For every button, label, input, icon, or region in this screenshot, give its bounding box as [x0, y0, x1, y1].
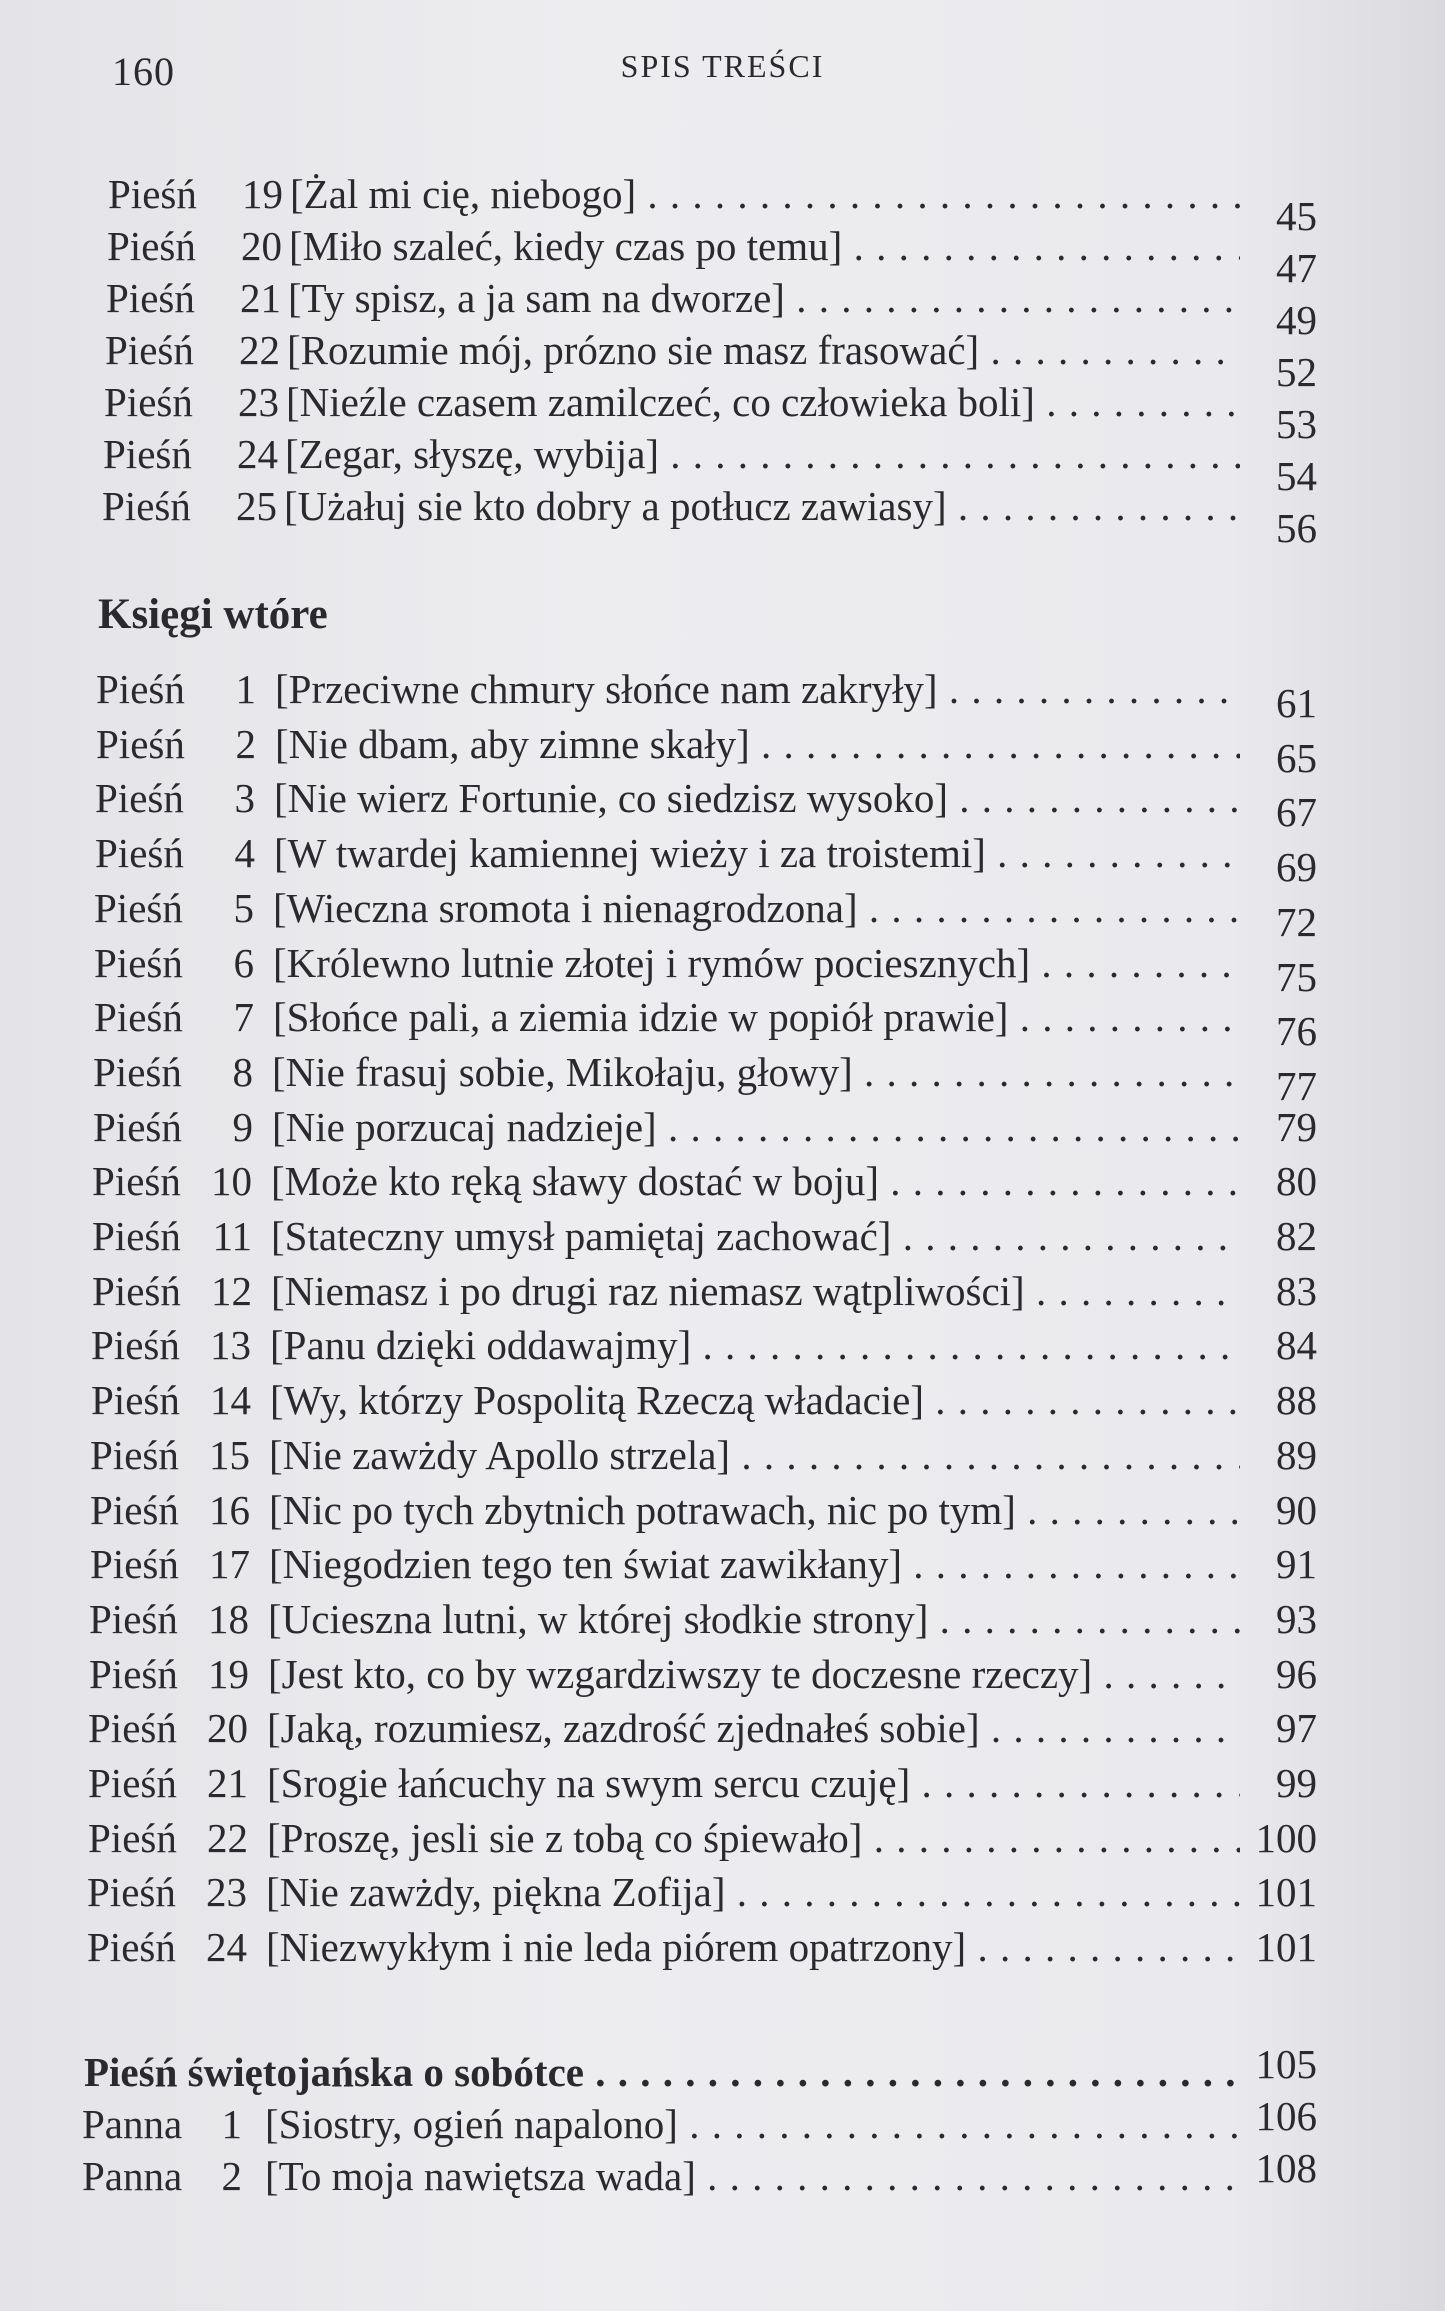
entry-page: 84 [1276, 1322, 1317, 1368]
toc-entry [0, 939, 1445, 1000]
toc-entry [0, 326, 1445, 395]
entry-title: [Niegodzien tego ten świat zawikłany] [269, 1541, 902, 1587]
entry-page: 106 [1255, 2093, 1317, 2139]
entry-label: Pieśń [95, 775, 184, 821]
entry-label-group [90, 1431, 250, 1479]
entry-number: 2 [221, 2153, 242, 2199]
entry-page: 45 [1276, 193, 1317, 239]
entry-number: 25 [236, 483, 277, 529]
entry-label-group [88, 1759, 248, 1807]
entry-number: 11 [212, 1213, 252, 1259]
toc-entry [0, 1103, 1445, 1157]
entry-number: 22 [239, 327, 280, 373]
entry-page: 91 [1276, 1541, 1317, 1587]
entry-label-group [92, 1157, 252, 1205]
entry-label: Pieśń [91, 1322, 180, 1368]
entry-number: 3 [234, 775, 255, 821]
entry-number: 15 [209, 1432, 250, 1478]
toc-entry [0, 482, 1445, 551]
entry-title: [Słońce pali, a ziemia idzie w popiół prawie] [273, 994, 1009, 1040]
entry-number: 12 [211, 1268, 252, 1314]
entry-page: 75 [1276, 954, 1317, 1000]
entry-label-group [90, 1486, 250, 1534]
toc-entry [0, 1814, 1445, 1868]
entry-label: Pieśń [105, 327, 194, 373]
entry-label: Pieśń [87, 1869, 176, 1915]
entry-label: Pieśń [106, 275, 195, 321]
entry-number: 2 [235, 721, 256, 767]
entry-number: 14 [210, 1377, 251, 1423]
entry-label-group [87, 1868, 247, 1916]
entry-page: 101 [1255, 1924, 1317, 1970]
entry-number: 1 [221, 2101, 242, 2147]
entry-number: 19 [208, 1651, 249, 1697]
entry-title: [Może kto ręką sławy dostać w boju] [271, 1158, 879, 1204]
toc-entry [0, 993, 1445, 1054]
running-head: SPIS TREŚCI [620, 48, 825, 84]
entry-number: 20 [241, 223, 282, 269]
entry-page: 99 [1276, 1760, 1317, 1806]
entry-title: [Miło szaleć, kiedy czas po temu] [289, 223, 843, 269]
entry-number: 24 [237, 431, 278, 477]
entry-number: 4 [234, 830, 255, 876]
entry-label: Pieśń [88, 1815, 177, 1861]
toc-entry [0, 665, 1445, 726]
entry-page: 53 [1276, 401, 1317, 447]
toc-entry [0, 170, 1445, 239]
entry-number: 5 [233, 885, 254, 931]
entry-label-group [94, 884, 254, 932]
entry-title: [Użałuj sie kto dobry a potłucz zawiasy] [284, 483, 947, 529]
toc-entry [0, 720, 1445, 781]
entry-page: 54 [1276, 453, 1317, 499]
toc-entry [0, 1759, 1445, 1813]
entry-label: Pieśń [94, 885, 183, 931]
entry-page: 76 [1276, 1008, 1317, 1054]
entry-label: Pieśń [104, 379, 193, 425]
entry-number: 23 [238, 379, 279, 425]
entry-title: [Siostry, ogień napalono] [265, 2101, 678, 2147]
toc-entry [0, 2145, 1445, 2206]
entry-number: 22 [207, 1815, 248, 1861]
entry-title: [Nieźle czasem zamilczeć, co człowieka boli] [286, 379, 1035, 425]
toc-section-entry [0, 2041, 1445, 2102]
entry-label: Pieśń [88, 1705, 177, 1751]
entry-title: [Jest kto, co by wzgardziwszy te doczesne rzeczy] [268, 1651, 1093, 1697]
entry-page: 96 [1276, 1651, 1317, 1697]
toc-entry [0, 1868, 1445, 1922]
entry-title: [Niezwykłym i nie leda piórem opatrzony] [266, 1924, 967, 1970]
entry-number: 21 [240, 275, 281, 321]
entry-title: [Niemasz i po drugi raz niemasz wątpliwości] [271, 1268, 1025, 1314]
toc-entry [0, 222, 1445, 291]
entry-page: 49 [1276, 297, 1317, 343]
toc-entry [0, 430, 1445, 499]
toc-entry [0, 1212, 1445, 1266]
entry-number: 8 [232, 1049, 253, 1095]
entry-title: [To moja nawiętsza wada] [265, 2153, 696, 2199]
entry-number: 18 [208, 1596, 249, 1642]
entry-label: Pieśń [88, 1760, 177, 1806]
section-3-title: Pieśń świętojańska o sobótce [84, 2049, 584, 2095]
toc-entry [0, 378, 1445, 447]
toc-entry [0, 1321, 1445, 1375]
entry-number: 19 [242, 171, 283, 217]
toc-entry [0, 884, 1445, 945]
entry-title: [Nic po tych zbytnich potrawach, nic po tym] [269, 1487, 1016, 1533]
toc-entry [0, 1704, 1445, 1758]
entry-number: 6 [233, 940, 254, 986]
entry-label-group [89, 1595, 249, 1643]
entry-title: [Rozumie mój, prózno sie masz frasować] [287, 327, 980, 373]
entry-page: 72 [1276, 899, 1317, 945]
entry-title: [Żal mi cię, niebogo] [290, 171, 637, 217]
entry-label: Panna [82, 2153, 183, 2199]
entry-label: Pieśń [87, 1924, 176, 1970]
entry-page: 88 [1276, 1377, 1317, 1423]
entry-label: Panna [82, 2101, 183, 2147]
toc-entry [0, 774, 1445, 835]
entry-page: 101 [1255, 1869, 1317, 1915]
toc-entry [0, 1157, 1445, 1211]
entry-label: Pieśń [103, 431, 192, 477]
entry-label-group [89, 1650, 249, 1698]
toc-entry [0, 274, 1445, 343]
entry-page: 67 [1276, 789, 1317, 835]
entry-label: Pieśń [108, 171, 197, 217]
entry-page: 90 [1276, 1487, 1317, 1533]
toc-entry [0, 1650, 1445, 1704]
entry-number: 7 [233, 994, 254, 1040]
entry-label-group [95, 774, 255, 822]
entry-number: 10 [211, 1158, 252, 1204]
entry-title: [Nie zawżdy, piękna Zofija] [266, 1869, 726, 1915]
entry-label: Pieśń [96, 666, 185, 712]
entry-number: 13 [210, 1322, 251, 1368]
entry-page: 100 [1255, 1815, 1317, 1861]
entry-label-group [88, 1814, 248, 1862]
entry-number: 21 [207, 1760, 248, 1806]
entry-label: Pieśń [90, 1541, 179, 1587]
entry-label: Pieśń [92, 1158, 181, 1204]
entry-label-group [96, 720, 256, 768]
entry-label: Pieśń [102, 483, 191, 529]
entry-label-group [88, 1704, 248, 1752]
toc-entry [0, 829, 1445, 890]
toc-entry [0, 1923, 1445, 1977]
entry-title: [W twardej kamiennej wieży i za troistemi] [274, 830, 986, 876]
entry-page: 105 [1255, 2041, 1317, 2087]
toc-entry [0, 1595, 1445, 1649]
toc-entry [0, 1048, 1445, 1109]
entry-title: [Królewno lutnie złotej i rymów pociesznych] [273, 940, 1031, 986]
entry-number: 24 [206, 1924, 247, 1970]
entry-label-group [87, 1923, 247, 1971]
entry-label-group [95, 829, 255, 877]
entry-label-group [94, 993, 254, 1041]
entry-title: [Jaką, rozumiesz, zazdrość zjednałeś sobie] [267, 1705, 980, 1751]
entry-label: Pieśń [107, 223, 196, 269]
entry-title: [Nie frasuj sobie, Mikołaju, głowy] [272, 1049, 853, 1095]
entry-title: [Nie dbam, aby zimne skały] [275, 721, 750, 767]
toc-entry [0, 1486, 1445, 1540]
toc-entry [0, 1540, 1445, 1594]
entry-label: Pieśń [92, 1268, 181, 1314]
entry-title: [Wy, którzy Pospolitą Rzeczą władacie] [270, 1377, 925, 1423]
entry-label: Pieśń [90, 1432, 179, 1478]
entry-label-group [92, 1267, 252, 1315]
entry-page: 52 [1276, 349, 1317, 395]
toc-entry [0, 1376, 1445, 1430]
page-number: 160 [112, 49, 175, 94]
entry-label: Pieśń [93, 1104, 182, 1150]
toc-entry [0, 1267, 1445, 1321]
entry-label: Pieśń [95, 830, 184, 876]
entry-label: Pieśń [94, 940, 183, 986]
entry-title: [Srogie łańcuchy na swym sercu czuję] [267, 1760, 911, 1806]
entry-number: 1 [235, 666, 256, 712]
entry-page: 89 [1276, 1432, 1317, 1478]
section-title: Księgi wtóre [98, 591, 328, 638]
entry-number: 9 [232, 1104, 253, 1150]
entry-label-group [90, 1540, 250, 1588]
entry-page: 83 [1276, 1268, 1317, 1314]
entry-label-group [91, 1376, 251, 1424]
entry-page: 82 [1276, 1213, 1317, 1259]
entry-number: 17 [209, 1541, 250, 1587]
entry-label: Pieśń [93, 1049, 182, 1095]
entry-label-group [96, 665, 256, 713]
entry-title: [Nie zawżdy Apollo strzela] [269, 1432, 731, 1478]
entry-label: Pieśń [89, 1596, 178, 1642]
entry-label: Pieśń [91, 1377, 180, 1423]
entry-page: 47 [1276, 245, 1317, 291]
entry-page: 69 [1276, 844, 1317, 890]
entry-label-group [93, 1048, 253, 1096]
entry-label: Pieśń [94, 994, 183, 1040]
entry-page: 65 [1276, 735, 1317, 781]
entry-label: Pieśń [90, 1487, 179, 1533]
entry-label-group [94, 939, 254, 987]
entry-page: 93 [1276, 1596, 1317, 1642]
entry-label: Pieśń [89, 1651, 178, 1697]
entry-title: [Przeciwne chmury słońce nam zakryły] [275, 666, 938, 712]
entry-title: [Ty spisz, a ja sam na dworze] [288, 275, 785, 321]
entry-title: [Uciesznа lutni, w której słodkie strony] [268, 1596, 929, 1642]
entry-title: [Wieczna sromota i nienagrodzona] [273, 885, 858, 931]
entry-page: 80 [1276, 1158, 1317, 1204]
entry-label-group [93, 1103, 253, 1151]
entry-title: [Proszę, jesli sie z tobą co śpiewało] [267, 1815, 863, 1861]
entry-page: 97 [1276, 1705, 1317, 1751]
entry-label-group [92, 1212, 252, 1260]
entry-number: 16 [209, 1487, 250, 1533]
toc-entry [0, 1431, 1445, 1485]
entry-number: 20 [207, 1705, 248, 1751]
entry-title: [Nie porzucaj nadzieje] [272, 1104, 657, 1150]
entry-page: 77 [1276, 1063, 1317, 1109]
entry-page: 61 [1276, 680, 1317, 726]
entry-page: 108 [1255, 2145, 1317, 2191]
entry-title: [Nie wierz Fortunie, co siedzisz wysoko] [274, 775, 949, 821]
toc-entry [0, 2093, 1445, 2154]
entry-page: 79 [1276, 1104, 1317, 1150]
entry-number: 23 [206, 1869, 247, 1915]
entry-title: [Stateczny umysł pamiętaj zachować] [271, 1213, 892, 1259]
entry-title: [Panu dzięki oddawajmy] [270, 1322, 692, 1368]
entry-label: Pieśń [92, 1213, 181, 1259]
entry-page: 56 [1276, 505, 1317, 551]
entry-label-group [91, 1321, 251, 1369]
entry-label: Pieśń [96, 721, 185, 767]
entry-title: [Zegar, słyszę, wybija] [285, 431, 660, 477]
